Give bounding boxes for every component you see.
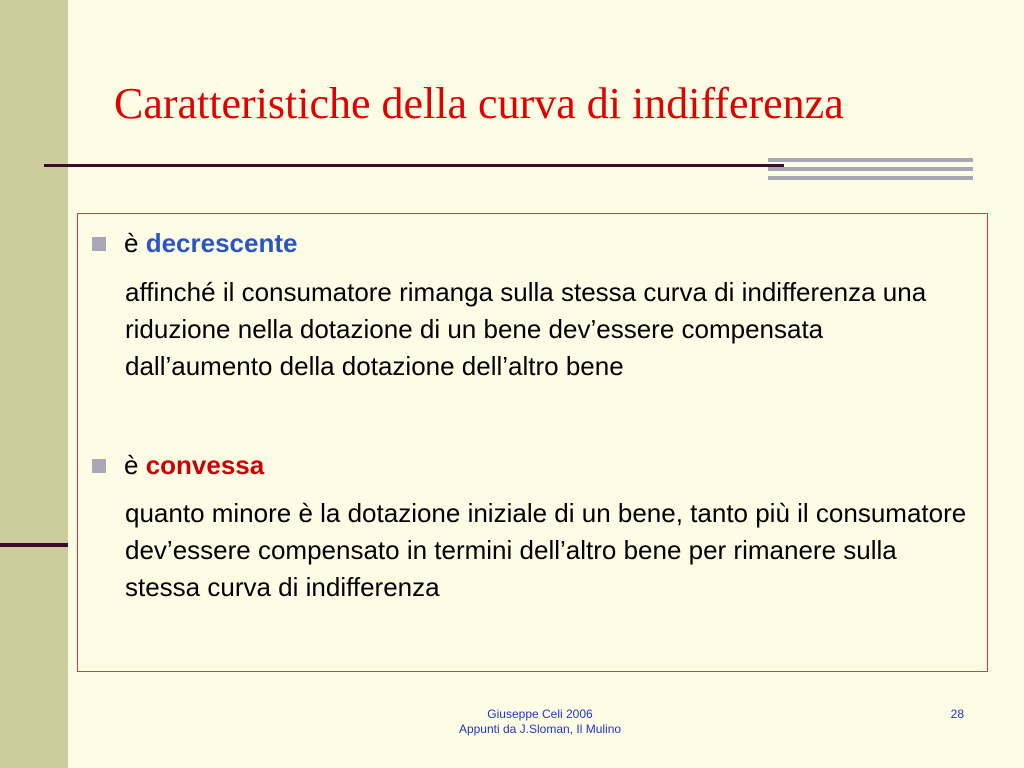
content-box [77,213,988,672]
bullet-explanation: quanto minore è la dotazione iniziale di un bene, tanto più il consumatore dev’essere compensato in termini dell’altro bene per rimanere sulla stessa curva di indifferenza [125,498,967,602]
bullet-prefix: è [124,450,139,480]
square-bullet-icon [92,237,106,251]
side-band-line [0,543,68,547]
title-rule [44,164,784,167]
slide-title: Caratteristiche della curva di indifferenza [114,79,844,128]
bullet-keyword: convessa [145,450,265,480]
side-band [0,0,68,768]
bullet-prefix: è [124,228,139,258]
slide-footer [380,707,700,737]
bullet-convessa [92,448,264,482]
footer-source: Appunti da J.Sloman, Il Mulino [458,722,622,736]
title-accent-bars [768,158,973,180]
accent-bar [768,167,973,171]
square-bullet-icon [92,459,106,473]
bullet-keyword: decrescente [145,228,298,258]
accent-bar [768,176,973,180]
bullet-decrescente [92,226,297,260]
accent-bar [768,158,973,162]
footer-author: Giuseppe Celi 2006 [487,707,593,721]
page-number: 28 [950,707,964,721]
bullet-explanation: affinché il consumatore rimanga sulla stessa curva di indifferenza una riduzione nella dotazione di un bene dev’essere compensata dall’aumento della dotazione dell’altro bene [125,277,927,381]
